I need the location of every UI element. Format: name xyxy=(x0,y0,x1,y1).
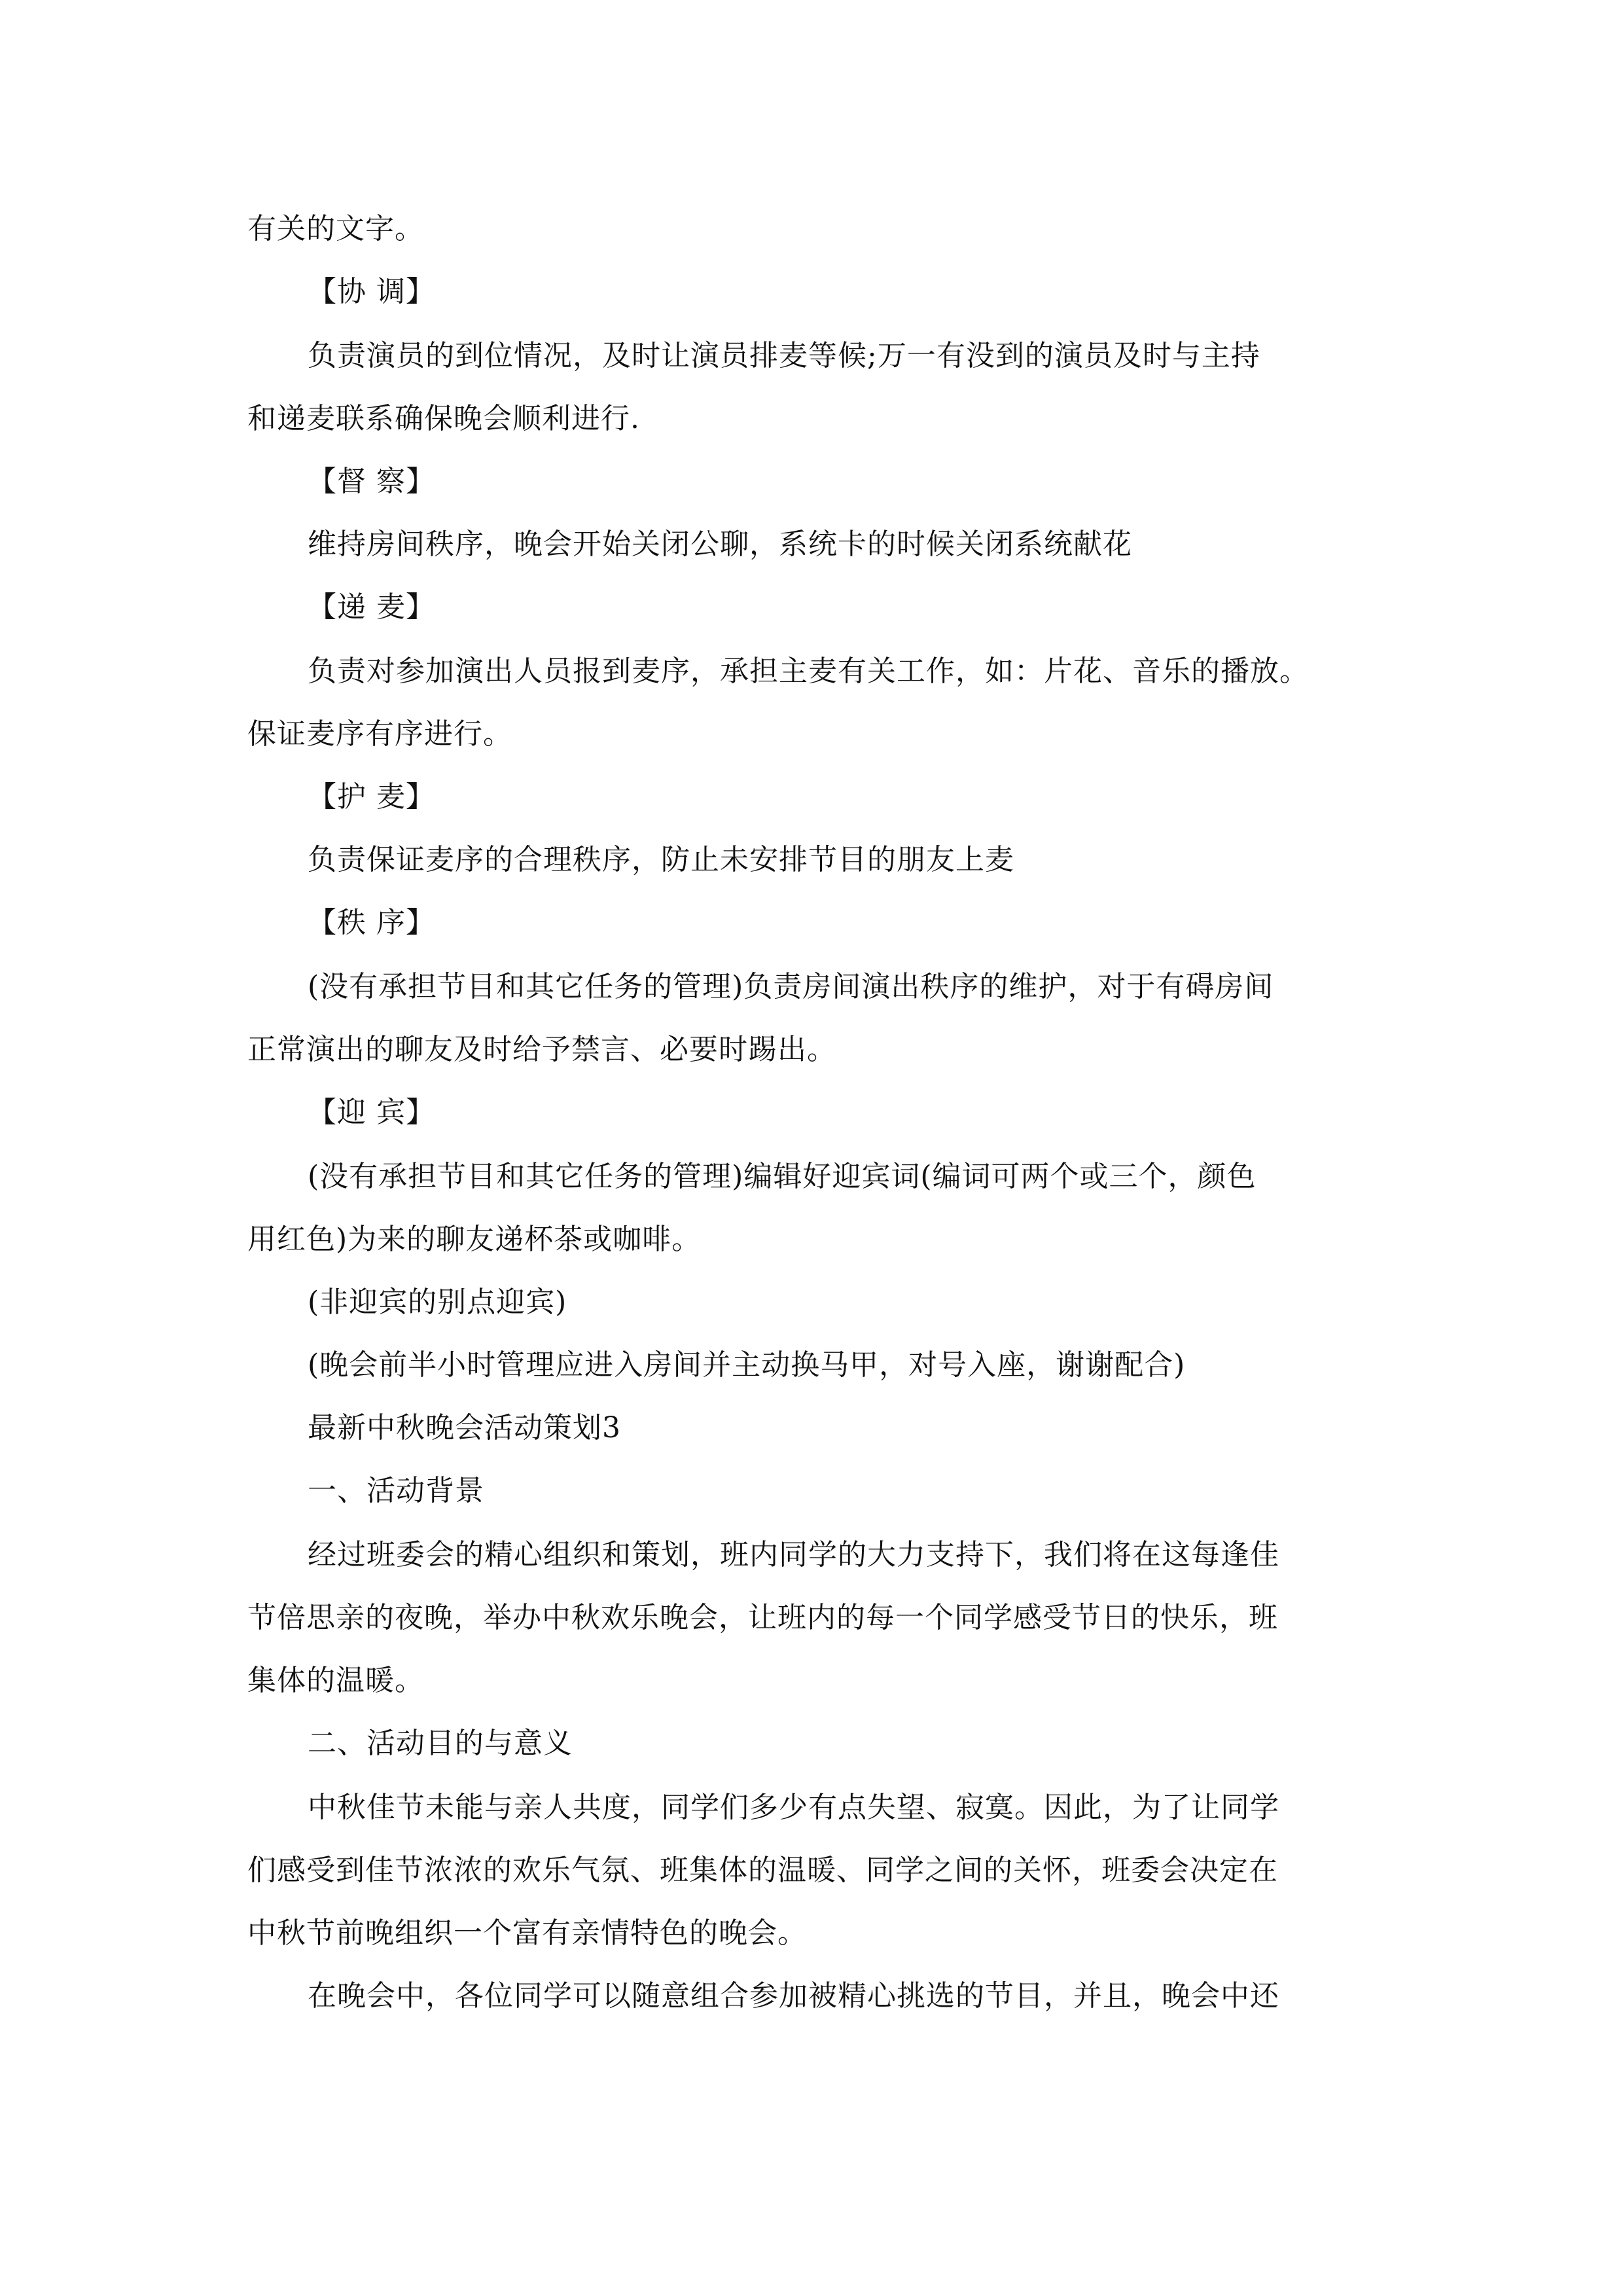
text-line: 正常演出的聊友及时给予禁言、必要时踢出。 xyxy=(247,1033,836,1066)
text-line: 保证麦序有序进行。 xyxy=(247,717,512,751)
text-line: (晚会前半小时管理应进入房间并主动换马甲，对号入座，谢谢配合) xyxy=(308,1348,1186,1382)
text-line: 有关的文字。 xyxy=(247,212,424,245)
text-line: 经过班委会的精心组织和策划，班内同学的大力支持下，我们将在这每逢佳 xyxy=(308,1538,1279,1571)
text-line: 负责保证麦序的合理秩序，防止未安排节目的朋友上麦 xyxy=(308,843,1014,876)
section-heading: 【督 察】 xyxy=(308,465,435,498)
section-heading: 二、活动目的与意义 xyxy=(308,1727,573,1760)
text-line: 中秋佳节未能与亲人共度，同学们多少有点失望、寂寞。因此，为了让同学 xyxy=(308,1791,1279,1824)
text-line: 维持房间秩序，晚会开始关闭公聊，系统卡的时候关闭系统献花 xyxy=(308,528,1132,561)
text-line: 集体的温暖。 xyxy=(247,1664,424,1697)
text-line: 负责演员的到位情况，及时让演员排麦等候;万一有没到的演员及时与主持 xyxy=(308,339,1260,372)
section-heading: 【协 调】 xyxy=(308,275,435,308)
text-line: 负责对参加演出人员报到麦序，承担主麦有关工作，如：片花、音乐的播放。 xyxy=(308,655,1309,688)
text-line: (没有承担节目和其它任务的管理)负责房间演出秩序的维护，对于有碍房间 xyxy=(308,970,1274,1003)
text-line: 们感受到佳节浓浓的欢乐气氛、班集体的温暖、同学之间的关怀，班委会决定在 xyxy=(247,1854,1278,1887)
text-line: 用红色)为来的聊友递杯茶或咖啡。 xyxy=(247,1223,702,1256)
text-line: (非迎宾的别点迎宾) xyxy=(308,1285,567,1319)
section-heading: 【秩 序】 xyxy=(308,906,435,939)
text-line: (没有承担节目和其它任务的管理)编辑好迎宾词(编词可两个或三个，颜色 xyxy=(308,1160,1257,1193)
section-heading: 【护 麦】 xyxy=(308,780,435,814)
text-line: 节倍思亲的夜晚，举办中秋欢乐晚会，让班内的每一个同学感受节日的快乐，班 xyxy=(247,1601,1278,1634)
text-line: 在晚会中，各位同学可以随意组合参加被精心挑选的节目，并且，晚会中还 xyxy=(308,1979,1279,2013)
section-heading: 【递 麦】 xyxy=(308,590,435,624)
text-line: 中秋节前晚组织一个富有亲情特色的晚会。 xyxy=(247,1916,807,1950)
section-heading: 【迎 宾】 xyxy=(308,1096,435,1129)
section-heading: 一、活动背景 xyxy=(308,1474,484,1507)
section-title: 最新中秋晚会活动策划3 xyxy=(308,1411,621,1444)
text-line: 和递麦联系确保晚会顺利进行. xyxy=(247,402,640,435)
